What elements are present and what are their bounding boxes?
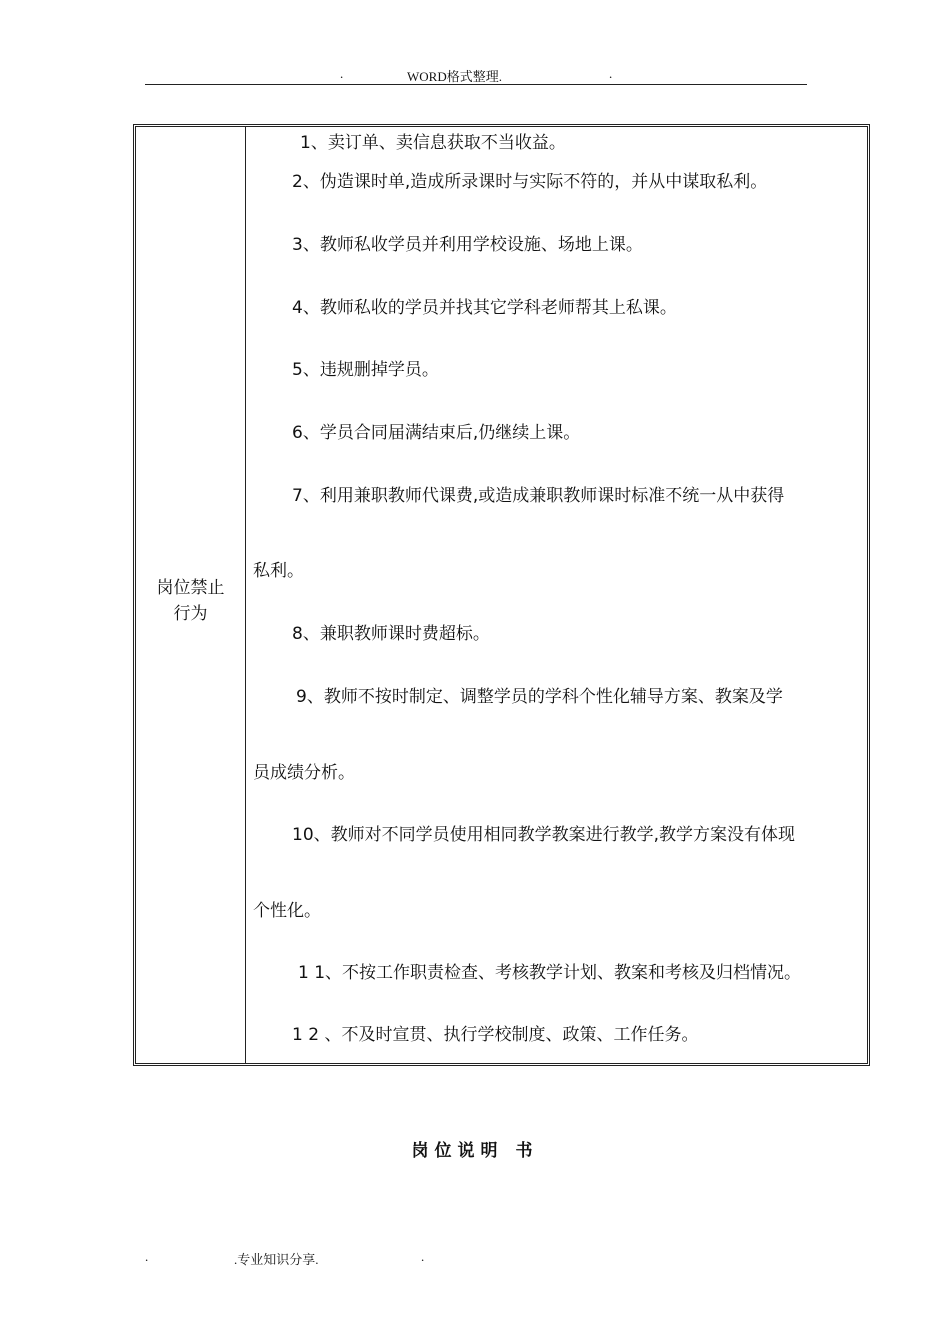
list-item: 8、兼职教师课时费超标。	[292, 624, 490, 644]
list-item: 10、教师对不同学员使用相同教学教案进行教学,教学方案没有体现	[292, 825, 796, 845]
list-item-continuation: 私利。	[253, 561, 304, 581]
list-item: 5、违规删掉学员。	[292, 360, 439, 380]
duty-table	[133, 124, 870, 1066]
list-item: 1 2 、不及时宣贯、执行学校制度、政策、工作任务。	[292, 1025, 699, 1045]
header-dot-left: .	[340, 66, 344, 81]
list-item: 6、学员合同届满结束后,仍继续上课。	[292, 423, 581, 443]
footer-dot-right: .	[421, 1249, 425, 1264]
footer-dot-left: .	[145, 1249, 149, 1264]
row-label	[136, 575, 245, 627]
label-column	[136, 127, 246, 1063]
section-title: 岗位说明 书	[411, 1141, 539, 1161]
list-item: 9、教师不按时制定、调整学员的学科个性化辅导方案、教案及学	[296, 687, 783, 707]
list-item: 7、利用兼职教师代课费,或造成兼职教师课时标准不统一从中获得	[292, 486, 785, 506]
list-item-continuation: 员成绩分析。	[253, 763, 355, 783]
header-dot-right: .	[609, 66, 613, 81]
list-item: 4、教师私收的学员并找其它学科老师帮其上私课。	[292, 298, 677, 318]
list-item: 3、教师私收学员并利用学校设施、场地上课。	[292, 235, 643, 255]
list-item: 2、伪造课时单,造成所录课时与实际不符的，并从中谋取私利。	[292, 172, 768, 192]
list-item: 1、卖订单、卖信息获取不当收益。	[300, 133, 566, 153]
row-label-line-2: 行为	[173, 604, 208, 624]
header-text: WORD格式整理.	[407, 69, 502, 84]
page-footer	[145, 1249, 545, 1267]
footer-text: .专业知识分享.	[234, 1252, 319, 1267]
row-label-line-1: 岗位禁止	[156, 578, 225, 598]
page-header	[145, 66, 807, 85]
list-item-continuation: 个性化。	[253, 901, 321, 921]
list-item: 1 1、不按工作职责检查、考核教学计划、教案和考核及归档情况。	[298, 963, 802, 983]
